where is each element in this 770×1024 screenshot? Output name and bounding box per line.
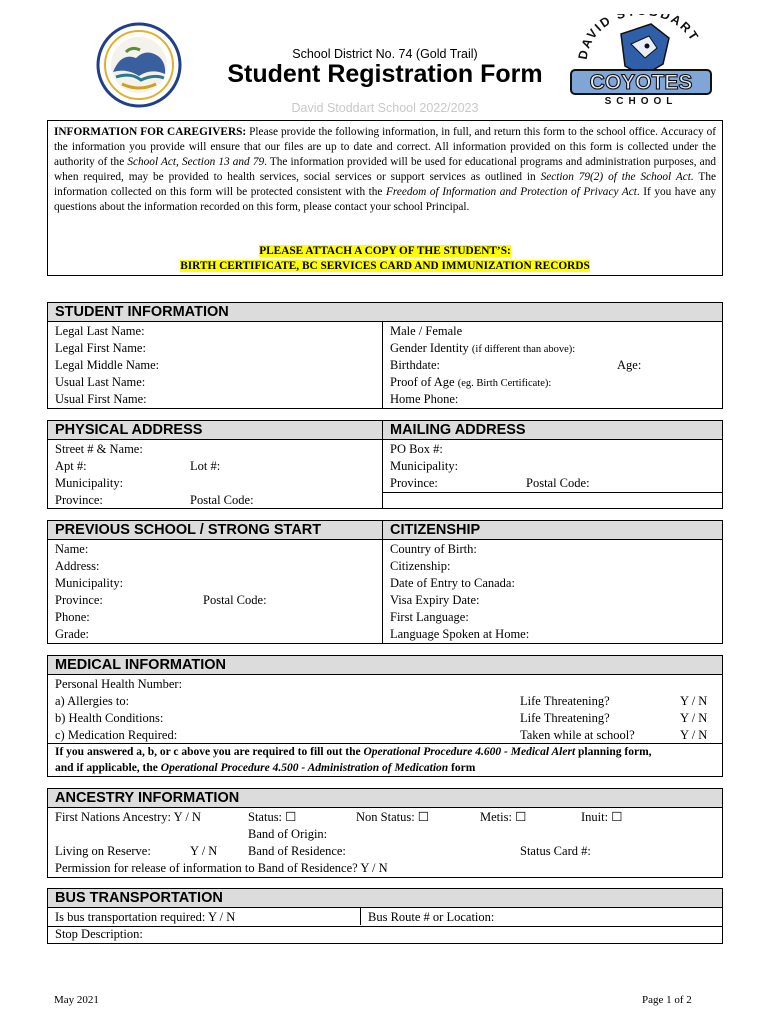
home-phone-field[interactable]: Home Phone:: [390, 392, 459, 406]
ancestry-info-section: [47, 788, 723, 878]
bus-required-selector[interactable]: Is bus transportation required: Y / N: [55, 910, 236, 924]
row-divider: [48, 926, 722, 927]
info-act2: Section 79(2) of the School Act.: [540, 171, 694, 183]
info-p1: Please provide the following information, in full, and return this form to the school office. Accuracy of the information you provide will ensure that our files are up to date and correct. All information provided on this form is collected under the authority of the: [54, 126, 716, 168]
logo-school-text: SCHOOL: [604, 96, 678, 106]
info-p4: . If you have any questions about the information recorded on this form, please contact your school Principal.: [54, 186, 716, 213]
info-act3: Freedom of Information and Protection of Privacy Act: [385, 186, 637, 198]
age-field[interactable]: Age:: [617, 358, 642, 372]
column-divider: [382, 521, 383, 643]
note2-text: and if applicable, the: [55, 762, 161, 774]
citizenship-title: CITIZENSHIP: [390, 522, 481, 538]
info-act1: School Act, Section 13 and 79: [127, 156, 265, 168]
section-title: STUDENT INFORMATION: [55, 304, 229, 320]
usual-last-name-field[interactable]: Usual Last Name:: [55, 375, 146, 389]
street-field[interactable]: Street # & Name:: [55, 442, 143, 456]
non-status-checkbox[interactable]: Non Status: ☐: [356, 810, 430, 824]
mailing-address-title: MAILING ADDRESS: [390, 422, 526, 438]
section-title: BUS TRANSPORTATION: [55, 890, 223, 906]
first-nations-ancestry-selector[interactable]: First Nations Ancestry: Y / N: [55, 810, 201, 824]
gender-identity-label: Gender Identity: [390, 341, 469, 355]
birthdate-field[interactable]: Birthdate:: [390, 358, 440, 372]
physical-province-field[interactable]: Province:: [55, 493, 103, 507]
attach-line-1: PLEASE ATTACH A COPY OF THE STUDENT’S:: [259, 245, 511, 257]
legal-first-name-field[interactable]: Legal First Name:: [55, 341, 146, 355]
proof-of-age-label: Proof of Age: [390, 375, 455, 389]
medication-field[interactable]: c) Medication Required:: [55, 728, 178, 742]
physical-postal-code-field[interactable]: Postal Code:: [190, 493, 254, 507]
column-divider: [382, 421, 383, 508]
bus-route-field[interactable]: Bus Route # or Location:: [368, 910, 495, 924]
previous-school-title: PREVIOUS SCHOOL / STRONG START: [55, 522, 322, 538]
school-year-subtitle: David Stoddart School 2022/2023: [291, 101, 479, 115]
medical-info-section: [47, 655, 723, 777]
coyotes-logo-icon: [565, 14, 715, 106]
note1-text: If you answered a, b, or c above you are required to fill out the: [55, 746, 364, 758]
bus-transportation-section: [47, 888, 723, 944]
caregiver-info-text: [54, 125, 716, 215]
visa-expiry-field[interactable]: Visa Expiry Date:: [390, 593, 480, 607]
note2-procedure: Operational Procedure 4.500 - Administration of Medication: [160, 762, 449, 774]
medication-yn-selector[interactable]: Y / N: [680, 728, 708, 742]
previous-school-name-field[interactable]: Name:: [55, 542, 89, 556]
mailing-postal-code-field[interactable]: Postal Code:: [526, 476, 590, 490]
allergies-field[interactable]: a) Allergies to:: [55, 694, 130, 708]
citizenship-field[interactable]: Citizenship:: [390, 559, 451, 573]
previous-school-municipality-field[interactable]: Municipality:: [55, 576, 124, 590]
section-title: MEDICAL INFORMATION: [55, 657, 227, 673]
info-p3: The information collected on this form will be protected consistent with the: [54, 171, 716, 198]
release-permission-selector[interactable]: Permission for release of information to Band of Residence? Y / N: [55, 861, 388, 875]
apt-field[interactable]: Apt #:: [55, 459, 87, 473]
previous-school-citizenship-section: [47, 520, 723, 644]
metis-checkbox[interactable]: Metis: ☐: [480, 810, 527, 824]
previous-school-postal-field[interactable]: Postal Code:: [203, 593, 267, 607]
previous-school-phone-field[interactable]: Phone:: [55, 610, 90, 624]
form-title: Student Registration Form: [227, 60, 543, 88]
note1-procedure: Operational Procedure 4.600 - Medical Alert: [363, 746, 576, 758]
legal-middle-name-field[interactable]: Legal Middle Name:: [55, 358, 160, 372]
physical-municipality-field[interactable]: Municipality:: [55, 476, 124, 490]
legal-last-name-field[interactable]: Legal Last Name:: [55, 324, 145, 338]
health-number-field[interactable]: Personal Health Number:: [55, 677, 183, 691]
country-of-birth-field[interactable]: Country of Birth:: [390, 542, 477, 556]
sex-selector[interactable]: Male / Female: [390, 324, 463, 338]
student-info-section: [47, 302, 723, 409]
address-section: [47, 420, 723, 509]
page-number: Page 1 of 2: [642, 994, 692, 1006]
stop-description-field[interactable]: Stop Description:: [55, 927, 143, 941]
health-conditions-field[interactable]: b) Health Conditions:: [55, 711, 164, 725]
column-divider: [360, 908, 361, 925]
lot-field[interactable]: Lot #:: [190, 459, 221, 473]
gender-identity-note: (if different than above):: [471, 344, 576, 355]
column-divider: [382, 322, 383, 408]
section-title: ANCESTRY INFORMATION: [55, 790, 240, 806]
status-checkbox[interactable]: Status: ☐: [248, 810, 297, 824]
allergies-threat-label: Life Threatening?: [520, 694, 610, 708]
living-on-reserve-selector[interactable]: Y / N: [190, 844, 218, 858]
district-name: School District No. 74 (Gold Trail): [292, 47, 478, 61]
first-language-field[interactable]: First Language:: [390, 610, 469, 624]
date-of-entry-field[interactable]: Date of Entry to Canada:: [390, 576, 515, 590]
proof-of-age-note: (eg. Birth Certificate):: [457, 378, 552, 389]
band-of-origin-field[interactable]: Band of Origin:: [248, 827, 328, 841]
inuit-checkbox[interactable]: Inuit: ☐: [581, 810, 623, 824]
logo-main-text: COYOTES: [589, 71, 693, 94]
footer-date: May 2021: [54, 994, 99, 1006]
mailing-province-field[interactable]: Province:: [390, 476, 438, 490]
medical-note-line-2: [55, 760, 475, 777]
info-p2: . The information provided will be used for educational programs and administration purposes, and when required, may be provided to health services, social services or support services as outlined in: [54, 156, 716, 183]
note1-end: planning form,: [575, 746, 652, 758]
po-box-field[interactable]: PO Box #:: [390, 442, 443, 456]
home-language-field[interactable]: Language Spoken at Home:: [390, 627, 530, 641]
conditions-yn-selector[interactable]: Y / N: [680, 711, 708, 725]
status-card-field[interactable]: Status Card #:: [520, 844, 591, 858]
allergies-yn-selector[interactable]: Y / N: [680, 694, 708, 708]
attach-line-2: BIRTH CERTIFICATE, BC SERVICES CARD AND IMMUNIZATION RECORDS: [180, 260, 590, 272]
previous-school-grade-field[interactable]: Grade:: [55, 627, 90, 641]
info-lead: INFORMATION FOR CAREGIVERS:: [54, 126, 247, 138]
mailing-municipality-field[interactable]: Municipality:: [390, 459, 459, 473]
mailing-bottom-divider: [382, 492, 722, 493]
logo-arc-text: DAVID S DART: [575, 14, 702, 61]
medical-note-line-1: [55, 744, 652, 761]
physical-address-title: PHYSICAL ADDRESS: [55, 422, 203, 438]
proof-of-age-field[interactable]: [390, 374, 551, 392]
medication-school-label: Taken while at school?: [520, 728, 635, 742]
band-of-residence-field[interactable]: Band of Residence:: [248, 844, 346, 858]
previous-school-province-field[interactable]: Province:: [55, 593, 103, 607]
gender-identity-field[interactable]: [390, 340, 575, 358]
living-on-reserve-label: Living on Reserve:: [55, 844, 151, 858]
previous-school-address-field[interactable]: Address:: [55, 559, 100, 573]
note2-end: form: [448, 762, 476, 774]
conditions-threat-label: Life Threatening?: [520, 711, 610, 725]
usual-first-name-field[interactable]: Usual First Name:: [55, 392, 147, 406]
